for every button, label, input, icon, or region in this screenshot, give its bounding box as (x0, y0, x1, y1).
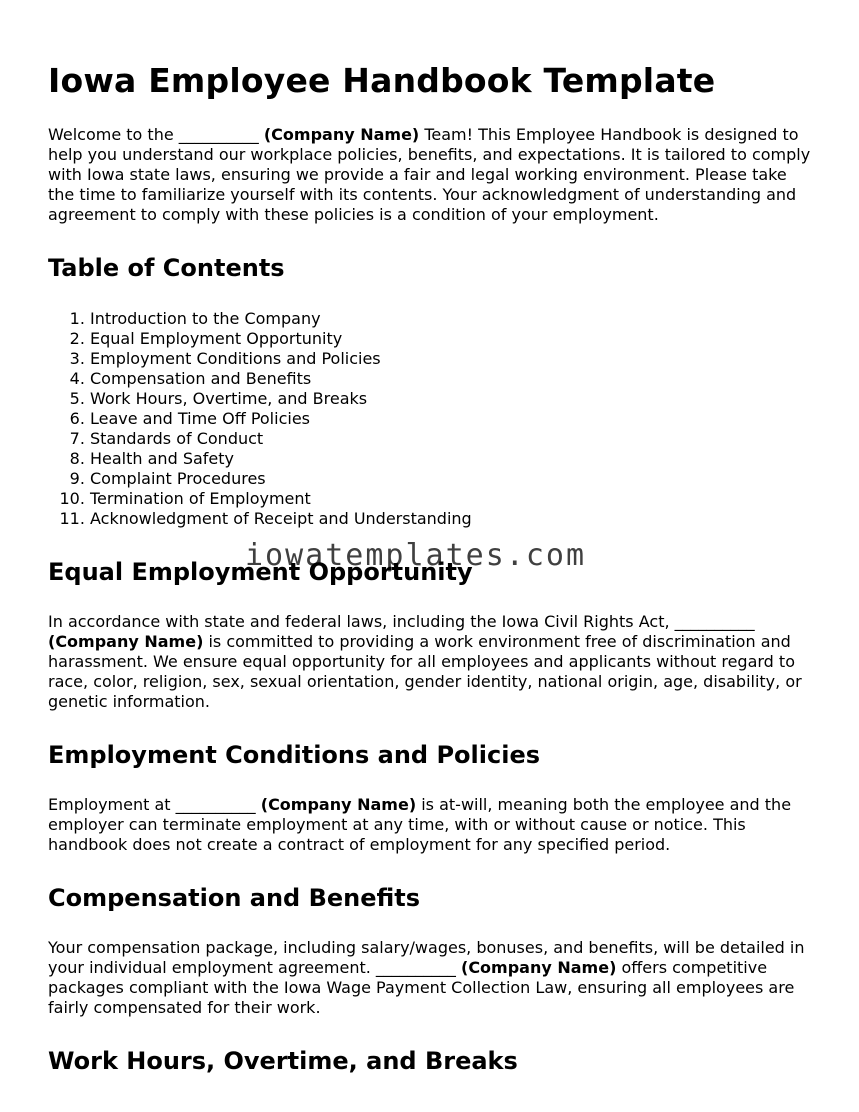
section-title-hours: Work Hours, Overtime, and Breaks (48, 1047, 518, 1075)
toc-item: 5. Work Hours, Overtime, and Breaks (90, 389, 818, 409)
toc-item: 3. Employment Conditions and Policies (90, 349, 818, 369)
conditions-text-before: Employment at (48, 795, 176, 814)
toc-item: 1. Introduction to the Company (90, 309, 818, 329)
section-body-conditions (48, 795, 818, 855)
document-title: Iowa Employee Handbook Template (48, 61, 716, 100)
toc-item: 11. Acknowledgment of Receipt and Understanding (90, 509, 818, 529)
intro-paragraph (48, 125, 818, 225)
company-name-blank: __________ (178, 125, 259, 144)
intro-text-after: Team! This Employee Handbook is designed to help you understand our workplace policies, benefits, and expectations. It is tailored to comply with Iowa state laws, ensuring we provide a fair and legal working environment. Please take the time to familiarize yourself with its contents. Your acknowledgment of understanding and agreement to comply with these policies is a condition of your employment. (48, 125, 811, 224)
company-name-label: (Company Name) (260, 795, 417, 814)
compensation-text-after: offers competitive packages compliant with the Iowa Wage Payment Collection Law, ensuring all employees are fairly compensated for their work. (48, 958, 795, 1017)
toc-item: 2. Equal Employment Opportunity (90, 329, 818, 349)
toc-item: 8. Health and Safety (90, 449, 818, 469)
compensation-text-before: Your compensation package, including salary/wages, bonuses, and benefits, will be detailed in your individual employment agreement. (48, 938, 805, 977)
company-name-blank: __________ (674, 612, 755, 631)
toc-item: 6. Leave and Time Off Policies (90, 409, 818, 429)
section-body-compensation (48, 938, 818, 1018)
company-name-label: (Company Name) (48, 632, 204, 651)
company-name-blank: __________ (375, 958, 456, 977)
company-name-label: (Company Name) (263, 125, 420, 144)
toc-item: 7. Standards of Conduct (90, 429, 818, 449)
company-name-blank: __________ (175, 795, 256, 814)
section-title-conditions: Employment Conditions and Policies (48, 741, 541, 769)
toc-item: 10. Termination of Employment (90, 489, 818, 509)
toc-list (48, 309, 818, 529)
section-title-compensation: Compensation and Benefits (48, 884, 421, 912)
section-body-eeo (48, 612, 818, 712)
toc-item: 9. Complaint Procedures (90, 469, 818, 489)
section-title-eeo: Equal Employment Opportunity (48, 558, 473, 586)
company-name-label: (Company Name) (461, 958, 617, 977)
conditions-text-after: is at-will, meaning both the employee and the employer can terminate employment at any time, with or without cause or notice. This handbook does not create a contract of employment for any specified period. (48, 795, 792, 854)
eeo-text-after: is committed to providing a work environment free of discrimination and harassment. We ensure equal opportunity for all employees and applicants without regard to race, color, religion, sex, sexual orientation, gender identity, national origin, age, disability, or genetic information. (48, 632, 802, 711)
toc-heading: Table of Contents (48, 254, 285, 282)
intro-text-before: Welcome to the (48, 125, 179, 144)
watermark-text: iowatemplates.com (245, 538, 587, 573)
toc-item: 4. Compensation and Benefits (90, 369, 818, 389)
eeo-text-before: In accordance with state and federal laws, including the Iowa Civil Rights Act, (48, 612, 675, 631)
